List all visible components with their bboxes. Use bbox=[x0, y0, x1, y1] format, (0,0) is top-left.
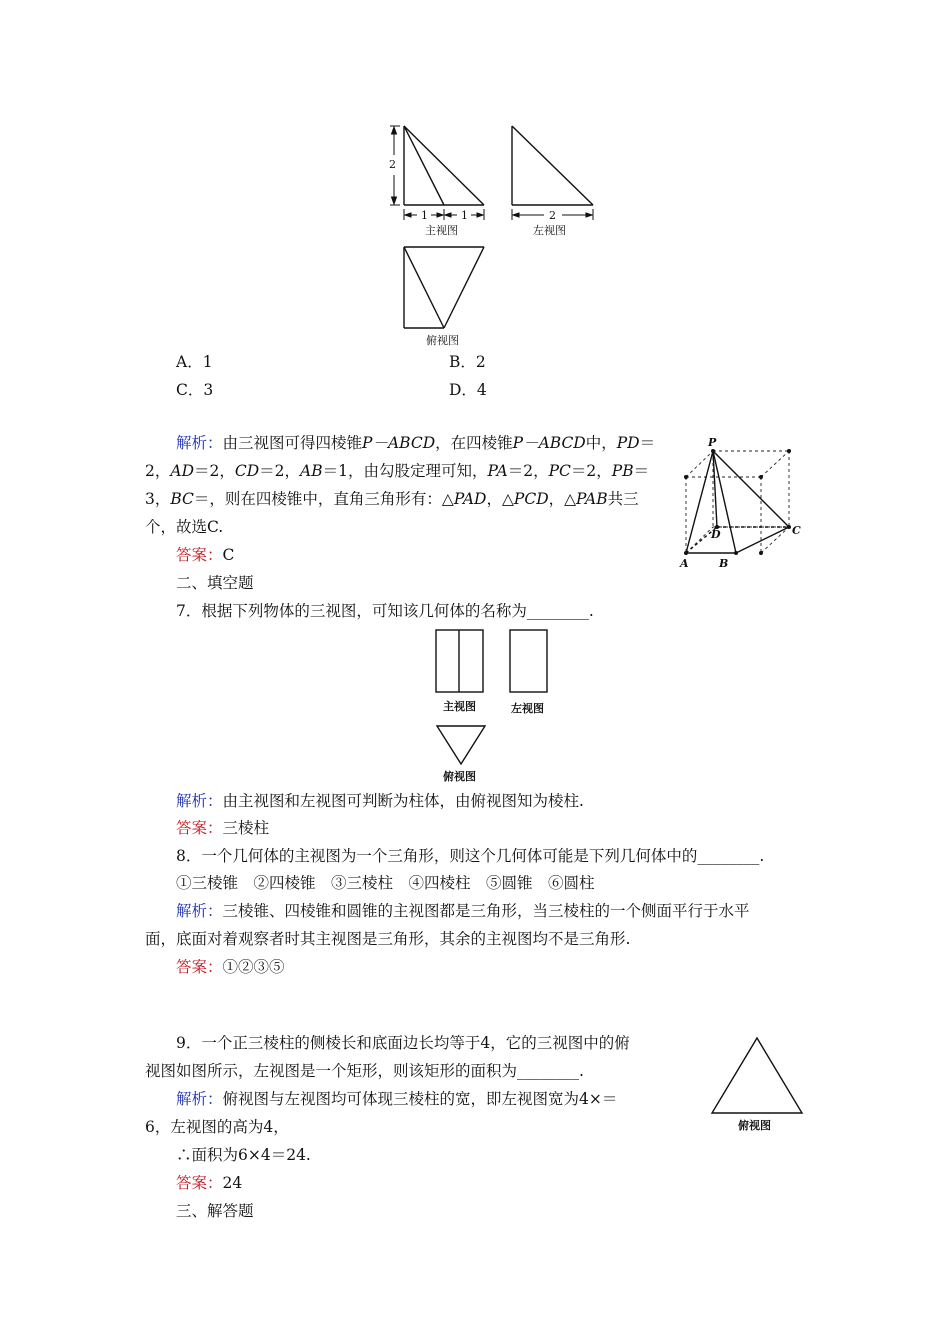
q6-var: PAB bbox=[576, 490, 608, 508]
q6-front-view-label: 主视图 bbox=[425, 224, 458, 237]
q9-stem-line-1: 9．一个正三棱柱的侧棱长和底面边长均等于4，它的三视图中的俯 bbox=[176, 1034, 630, 1052]
q8-stem: 8．一个几何体的主视图为一个三角形，则这个几何体可能是下列几何体中的________. bbox=[176, 847, 765, 865]
q9-top-view-label: 俯视图 bbox=[738, 1119, 771, 1132]
q6-text: 2， bbox=[145, 462, 171, 480]
q8-solution-line-2: 面，底面对着观察者时其主视图是三角形，其余的主视图均不是三角形. bbox=[145, 930, 631, 948]
q6-answer-value: C bbox=[222, 546, 235, 564]
q6-text: ＝2， bbox=[259, 462, 301, 480]
q8-answer-label: 答案： bbox=[176, 958, 223, 976]
q6-var: P－ABCD bbox=[512, 434, 586, 452]
q6-text: ，在四棱锥 bbox=[435, 434, 513, 452]
q6-text: ＝1，由勾股定理可知， bbox=[322, 462, 488, 480]
cube-label-p: P bbox=[708, 436, 717, 449]
q6-height-label: 2 bbox=[389, 158, 396, 171]
q9-solution-line-3: ∴面积为6×4＝24. bbox=[176, 1146, 311, 1164]
q6-left-view-label: 左视图 bbox=[533, 224, 566, 237]
q7-answer-value: 三棱柱 bbox=[222, 819, 270, 837]
q6-var: PB bbox=[611, 462, 634, 480]
q7-stem: 7．根据下列物体的三视图，可知该几何体的名称为________. bbox=[176, 602, 594, 620]
q6-var: CD bbox=[234, 462, 260, 480]
q6-width-label-1: 1 bbox=[421, 209, 428, 222]
q7-front-view-label: 主视图 bbox=[443, 700, 476, 713]
q6-var: PC bbox=[548, 462, 571, 480]
q6-width-label-2: 1 bbox=[461, 209, 468, 222]
q6-solution-label: 解析： bbox=[176, 434, 223, 452]
q9-answer-label: 答案： bbox=[176, 1174, 223, 1192]
q6-text: 3， bbox=[145, 490, 171, 508]
q6-text: ＝2， bbox=[194, 462, 235, 480]
q6-text: ，△ bbox=[548, 490, 577, 508]
q6-option-d: D．4 bbox=[449, 381, 487, 399]
q9-answer-value: 24 bbox=[222, 1174, 243, 1192]
q9-solution-text: 俯视图与左视图均可体现三棱柱的宽，即左视图宽为4×＝ bbox=[222, 1090, 618, 1108]
q7-solution-label: 解析： bbox=[176, 792, 223, 810]
q7-top-view-label: 俯视图 bbox=[443, 770, 476, 783]
q6-top-view-label: 俯视图 bbox=[426, 334, 459, 347]
q6-var: PAD bbox=[453, 490, 487, 508]
q9-solution-label: 解析： bbox=[176, 1090, 223, 1108]
q6-text: 共三 bbox=[607, 490, 639, 508]
cube-label-a: A bbox=[680, 557, 689, 570]
q9-stem-line-2: 视图如图所示，左视图是一个矩形，则该矩形的面积为________. bbox=[145, 1062, 584, 1080]
q6-text: ，△ bbox=[486, 490, 514, 508]
cube-label-d: D bbox=[711, 528, 721, 541]
section-2-title: 二、填空题 bbox=[176, 574, 254, 592]
cube-label-c: C bbox=[792, 524, 801, 537]
q6-solution-line-4: 个，故选C. bbox=[145, 518, 224, 536]
q6-var: AB bbox=[300, 462, 323, 480]
section-3-title: 三、解答题 bbox=[176, 1202, 254, 1220]
q9-solution-line-2: 6，左视图的高为4， bbox=[145, 1118, 289, 1136]
q6-var: P－ABCD bbox=[362, 434, 436, 452]
q6-left-width-label: 2 bbox=[549, 209, 556, 222]
cube-label-b: B bbox=[719, 557, 729, 570]
q8-solution-text: 三棱锥、四棱锥和圆锥的主视图都是三角形，当三棱柱的一个侧面平行于水平 bbox=[222, 902, 750, 920]
q7-solution-text: 由主视图和左视图可判断为柱体，由俯视图知为棱柱. bbox=[222, 792, 584, 810]
q6-var: AD bbox=[170, 462, 194, 480]
q6-text: 由三视图可得四棱锥 bbox=[222, 434, 363, 452]
q6-answer-label: 答案： bbox=[176, 546, 223, 564]
q6-option-a: A．1 bbox=[176, 353, 213, 371]
q6-text: 中， bbox=[585, 434, 617, 452]
q6-option-b: B．2 bbox=[449, 353, 486, 371]
q6-option-c: C．3 bbox=[176, 381, 214, 399]
q6-text: ＝，则在四棱锥中，直角三角形有：△ bbox=[193, 490, 454, 508]
q6-var: PA bbox=[487, 462, 508, 480]
q8-options: ①三棱锥 ②四棱锥 ③三棱柱 ④四棱柱 ⑤圆锥 ⑥圆柱 bbox=[176, 874, 595, 892]
q6-text: ＝2， bbox=[507, 462, 549, 480]
q8-answer-value: ①②③⑤ bbox=[222, 958, 285, 976]
q6-text: ＝2， bbox=[570, 462, 612, 480]
q8-solution-label: 解析： bbox=[176, 902, 223, 920]
q6-text: ＝ bbox=[633, 462, 650, 480]
q7-left-view-label: 左视图 bbox=[511, 702, 544, 715]
q6-text: ＝ bbox=[639, 434, 656, 452]
q6-var: PCD bbox=[513, 490, 549, 508]
q7-answer-label: 答案： bbox=[176, 819, 223, 837]
q6-var: PD bbox=[616, 434, 640, 452]
q6-var: BC bbox=[170, 490, 194, 508]
